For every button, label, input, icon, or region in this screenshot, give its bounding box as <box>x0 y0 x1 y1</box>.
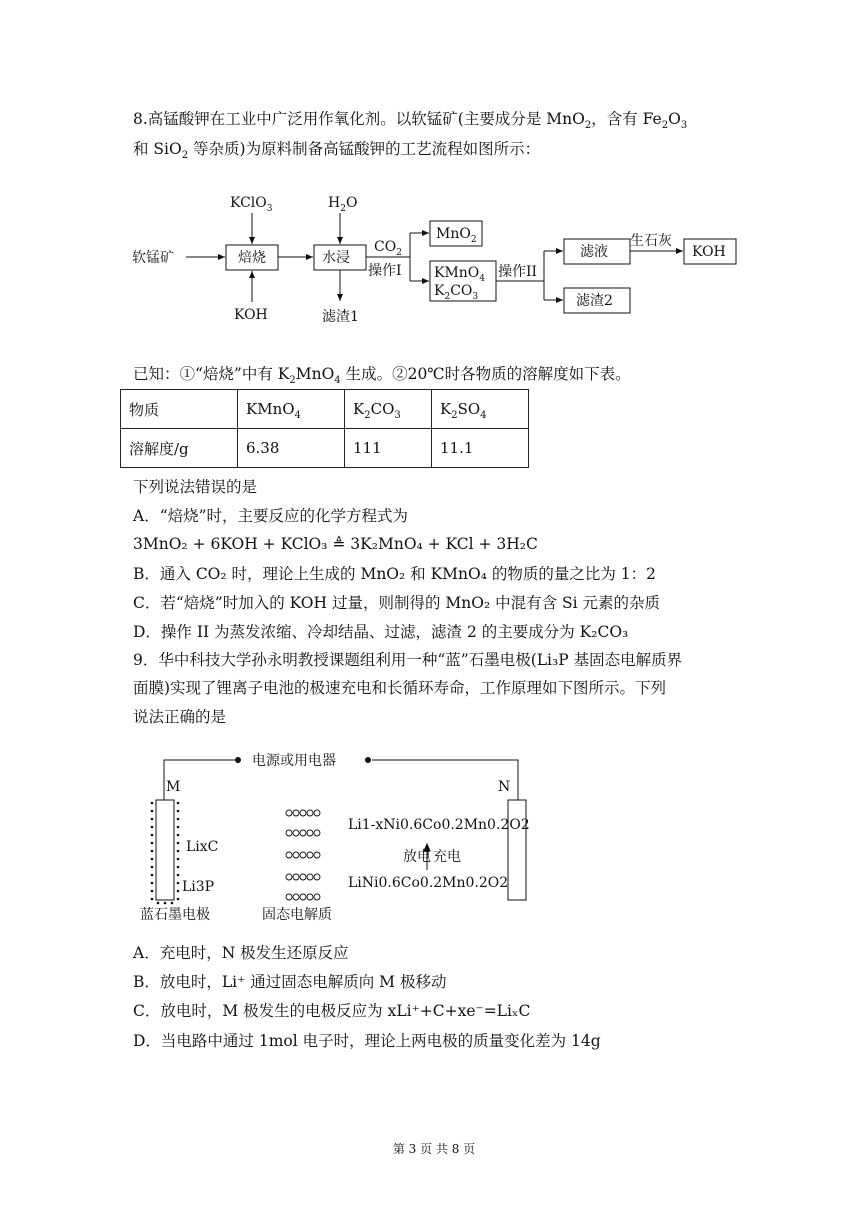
mno2-label: MnO$_2$ <box>436 226 477 245</box>
n-label: N <box>498 779 511 795</box>
q8-option-c: C．若“焙烧”时加入的 KOH 过量，则制得的 MnO₂ 中混有含 Si 元素的杂质 <box>133 594 661 612</box>
q9-option-d: D．当电路中通过 1mol 电子时，理论上两电极的质量变化差为 14g <box>133 1032 601 1050</box>
m-label: M <box>166 779 181 795</box>
table-cell: 物质 <box>121 390 238 429</box>
table-row <box>121 390 529 429</box>
q8-known: 已知：①“焙烧”中有 $K_2MnO_4$ 生成。②20℃时各物质的溶解度如下表。 <box>133 365 631 387</box>
q8-option-a: A．“焙烧”时，主要反应的化学方程式为 <box>133 507 409 525</box>
q9-option-b: B．放电时，Li⁺ 通过固态电解质向 M 极移动 <box>133 973 447 991</box>
discharge-label: 放电 <box>403 849 431 865</box>
solubility-table <box>120 389 529 468</box>
q8-option-d: D．操作 II 为蒸发浓缩、冷却结晶、过滤，滤渣 2 的主要成分为 K₂CO₃ <box>133 623 629 641</box>
bottom-formula-label: LiNi0.6Co0.2Mn0.2O2 <box>348 875 509 891</box>
q8-stem-line1: 8.高锰酸钾在工业中广泛用作氧化剂。以软锰矿(主要成分是 MnO$_2$，含有 $Fe_2O_3$ <box>133 110 688 132</box>
q8-equation: 3MnO₂ + 6KOH + KClO₃ ≜ 3K₂MnO₄ + KCl + 3H₂C <box>133 535 538 553</box>
table-row <box>121 429 529 468</box>
co2-label: $CO_2$ <box>374 239 402 258</box>
process-flow-diagram <box>130 185 750 335</box>
operation1-label: 操作I <box>368 263 402 279</box>
q9-stem-line2: 面膜)实现了锂离子电池的极速充电和长循环寿命，工作原理如下图所示。下列 <box>133 679 667 697</box>
table-cell: 11.1 <box>432 429 529 468</box>
q8-ask: 下列说法错误的是 <box>133 478 258 496</box>
table-cell: $K_2SO_4$ <box>432 390 529 429</box>
koh-out-label: KOH <box>692 244 726 260</box>
electrolyte-beads <box>286 810 320 900</box>
page-footer: 第 3 页 共 8 页 <box>392 1142 476 1156</box>
battery-diagram <box>140 745 540 925</box>
table-cell: KMnO$_4$ <box>238 390 345 429</box>
table-cell: 6.38 <box>238 429 345 468</box>
table-cell: $K_2CO_3$ <box>345 390 432 429</box>
lixc-label: LixC <box>186 839 219 855</box>
filtrate-label: 滤液 <box>580 244 608 260</box>
n-electrode <box>508 800 526 900</box>
operation2-label: 操作II <box>498 264 538 280</box>
top-formula-label: Li1-xNi0.6Co0.2Mn0.2O2 <box>348 817 530 833</box>
table-cell: 溶解度/g <box>121 429 238 468</box>
power-source-label: 电源或用电器 <box>252 753 336 769</box>
h2o-label: $H_2O$ <box>328 195 358 214</box>
q8-option-b: B．通入 CO₂ 时，理论上生成的 MnO₂ 和 KMnO₄ 的物质的量之比为 1：2 <box>133 565 657 583</box>
li3p-label: Li3P <box>182 879 215 895</box>
residue1-label: 滤渣1 <box>322 309 359 325</box>
residue2-label: 滤渣2 <box>576 293 613 309</box>
table-cell: 111 <box>345 429 432 468</box>
koh-in-label: KOH <box>234 307 268 323</box>
q9-option-c: C．放电时，M 极发生的电极反应为 xLi⁺+C+xe⁻=LiₓC <box>133 1002 531 1020</box>
kmno4-label: KMnO$_4$ <box>434 265 486 284</box>
lime-label: 生石灰 <box>630 233 672 249</box>
leach-label: 水浸 <box>322 250 350 266</box>
q9-stem-line3: 说法正确的是 <box>133 708 227 726</box>
charge-label: 充电 <box>433 849 461 865</box>
raw-ore-label: 软锰矿 <box>132 250 174 266</box>
blue-graphite-label: 蓝石墨电极 <box>140 907 210 923</box>
q9-stem-line1: 9．华中科技大学孙永明教授课题组利用一种“蓝”石墨电极(Li₃P 基固态电解质界 <box>133 651 683 669</box>
q8-stem-line2: 和 SiO$_2$ 等杂质)为原料制备高锰酸钾的工艺流程如图所示： <box>133 140 541 162</box>
roast-label: 焙烧 <box>238 250 266 266</box>
q9-option-a: A．充电时，N 极发生还原反应 <box>133 944 349 962</box>
kclo3-label: KClO$_3$ <box>230 195 273 214</box>
k2co3-label: $K_2CO_3$ <box>434 283 479 302</box>
m-electrode <box>156 800 174 900</box>
solid-electrolyte-label: 固态电解质 <box>262 907 332 923</box>
